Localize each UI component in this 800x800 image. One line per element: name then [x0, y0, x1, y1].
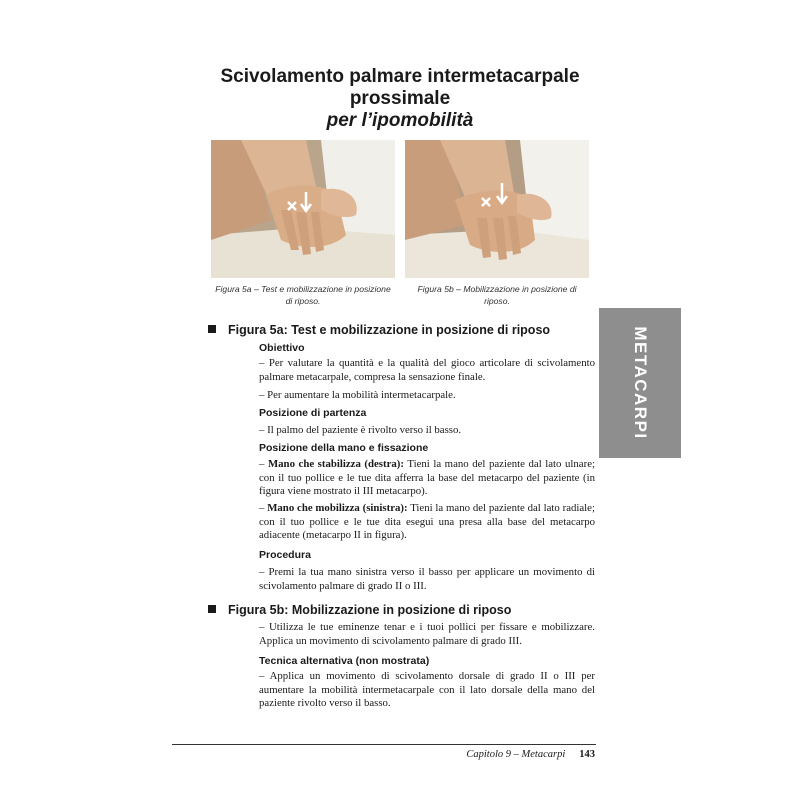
title-line-1: Scivolamento palmare intermetacarpale: [220, 66, 580, 87]
page-title: [180, 66, 620, 132]
list-item: – Mano che stabilizza (destra): Tieni la mano del paziente dal lato ulnare; con il tuo pollice e le tue dita afferra la base del metacarpo del paziente (in figura viene mostrato il III metacarpo).: [259, 458, 595, 497]
chapter-side-tab: [599, 308, 681, 458]
side-tab-label: METACARPI: [631, 326, 650, 440]
obiettivo-heading: Obiettivo: [259, 342, 305, 354]
mano-heading: Posizione della mano e fissazione: [259, 442, 429, 454]
list-item: – Per aumentare la mobilità intermetacarpale.: [259, 389, 456, 401]
alternativa-heading: Tecnica alternativa (non mostrata): [259, 655, 430, 667]
list-item: – Premi la tua mano sinistra verso il basso per applicare un movimento di scivolamento palmare di grado II o III.: [259, 566, 595, 592]
list-item: – Applica un movimento di scivolamento dorsale di grado II o III per aumentare la mobilità intermetacarpale con il lato dorsale della mano del paziente rivolto verso il basso.: [259, 670, 595, 709]
footer-rule: [172, 744, 596, 745]
square-bullet-icon: [208, 605, 216, 613]
page-footer: [466, 748, 595, 762]
square-bullet-icon: [208, 325, 216, 333]
partenza-heading: Posizione di partenza: [259, 407, 367, 419]
list-item: – Mano che mobilizza (sinistra): Tieni la mano del paziente dal lato radiale; con il tuo pollice e le tue dita esegui una presa alla base del metacarpo adiacente (metacarpo II in figura).: [259, 502, 595, 541]
figure-5b-photo: [405, 140, 589, 278]
procedura-heading: Procedura: [259, 549, 311, 561]
section-5a-heading: Figura 5a: Test e mobilizzazione in posizione di riposo: [208, 322, 550, 338]
title-line-2: prossimale: [349, 88, 451, 109]
footer-chapter: Capitolo 9 – Metacarpi: [466, 749, 566, 760]
figure-5b-caption: Figura 5b – Mobilizzazione in posizione di riposo.: [417, 284, 577, 306]
page-number: 143: [579, 749, 595, 760]
list-item: – Utilizza le tue eminenze tenar e i tuoi pollici per fissare e mobilizzare. Applica un movimento di scivolamento palmare di grado III.: [259, 621, 595, 647]
figure-5a-caption: Figura 5a – Test e mobilizzazione in posizione di riposo.: [215, 284, 391, 306]
list-item: – Per valutare la quantità e la qualità del gioco articolare di scivolamento palmare metacarpale, compresa la sensazione finale.: [259, 357, 595, 383]
figure-5a-photo: [211, 140, 395, 278]
list-item: – Il palmo del paziente è rivolto verso il basso.: [259, 424, 462, 436]
title-subtitle: per l’ipomobilità: [326, 110, 474, 131]
section-5b-heading: Figura 5b: Mobilizzazione in posizione di riposo: [208, 602, 511, 618]
